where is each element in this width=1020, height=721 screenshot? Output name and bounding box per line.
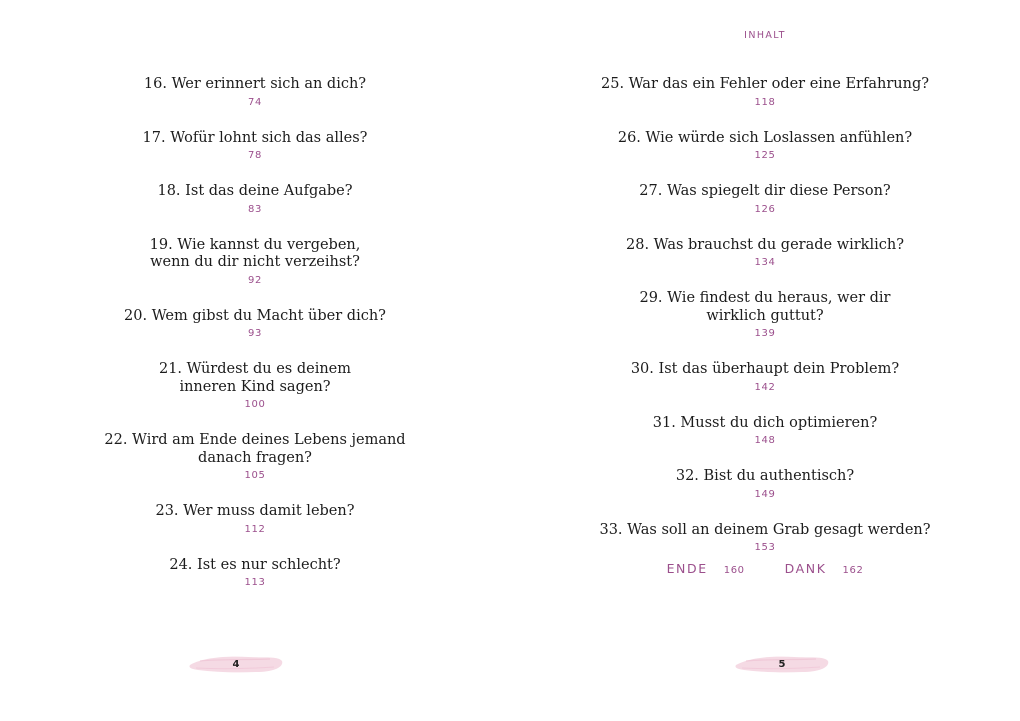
toc-entry[interactable] — [0, 557, 510, 590]
toc-entry-title: 23. Wer muss damit leben? — [155, 503, 355, 519]
toc-entry-title: 20. Wem gibst du Macht über dich? — [124, 307, 386, 324]
toc-entry-title: 26. Wie würde sich Loslassen anfühlen? — [617, 129, 913, 146]
toc-entry-dank[interactable] — [785, 561, 864, 576]
toc-list — [0, 76, 510, 610]
toc-entry-ende[interactable] — [667, 561, 745, 576]
toc-entry-page: 139 — [754, 328, 776, 339]
toc-entry-title: 31. Musst du dich optimieren? — [652, 414, 878, 431]
toc-entry-title: 18. Ist das deine Aufgabe? — [157, 183, 353, 199]
toc-entry-title: 22. Wird am Ende deines Lebens jemand danach fragen? — [104, 432, 406, 466]
right-page — [510, 0, 1020, 721]
toc-entry-title: ENDE — [666, 561, 708, 576]
toc-entry-page: 125 — [754, 150, 776, 161]
toc-entry-page: 162 — [842, 565, 864, 576]
page-number — [186, 648, 286, 680]
toc-entry-title: 28. Was brauchst du gerade wirklich? — [626, 236, 904, 253]
toc-entry-page: 142 — [754, 381, 776, 393]
toc-entry-page: 153 — [754, 542, 776, 553]
toc-entry[interactable] — [510, 415, 1020, 448]
toc-entry[interactable] — [0, 361, 510, 411]
toc-entry[interactable] — [0, 76, 510, 109]
toc-entry[interactable] — [510, 76, 1020, 109]
toc-entry[interactable] — [0, 503, 510, 536]
page-number — [732, 648, 832, 680]
toc-entry-page: 74 — [248, 96, 262, 108]
toc-entry[interactable] — [0, 432, 510, 482]
toc-entry[interactable] — [0, 183, 510, 216]
toc-entry[interactable] — [0, 237, 510, 287]
toc-entry-title: 33. Was soll an deinem Grab gesagt werden? — [599, 521, 931, 538]
toc-entry[interactable] — [0, 130, 510, 163]
toc-entry-title: 17. Wofür lohnt sich das alles? — [142, 129, 368, 146]
toc-entry-title: 19. Wie kannst du vergeben, wenn du dir nicht verzeihst? — [149, 236, 361, 270]
toc-entry-page: 105 — [244, 470, 266, 481]
page-number-label: 4 — [232, 658, 240, 670]
toc-entry-title: 16. Wer erinnert sich an dich? — [143, 76, 367, 92]
appendix-entries — [510, 561, 1020, 576]
toc-entry[interactable] — [510, 237, 1020, 270]
toc-entry-page: 134 — [754, 257, 776, 268]
toc-entry-page: 126 — [754, 203, 776, 215]
page-number-label: 5 — [778, 658, 786, 670]
toc-entry-page: 78 — [248, 150, 262, 161]
running-head: INHALT — [744, 30, 786, 41]
toc-entry[interactable] — [510, 468, 1020, 501]
toc-entry-page: 112 — [244, 523, 266, 535]
toc-entry-title: 29. Wie findest du heraus, wer dir wirklich guttut? — [639, 290, 891, 324]
toc-entry-title: 30. Ist das überhaupt dein Problem? — [630, 361, 900, 377]
toc-entry-page: 83 — [248, 203, 262, 215]
toc-entry-page: 148 — [754, 435, 776, 446]
toc-entry[interactable] — [510, 130, 1020, 163]
toc-entry-page: 118 — [754, 96, 776, 108]
toc-entry-title: 27. Was spiegelt dir diese Person? — [639, 183, 891, 199]
toc-entry-page: 113 — [244, 577, 266, 588]
toc-entry[interactable] — [510, 522, 1020, 555]
toc-entry[interactable] — [510, 290, 1020, 340]
toc-entry[interactable] — [0, 308, 510, 341]
toc-entry-page: 149 — [754, 488, 776, 500]
toc-list — [510, 76, 1020, 575]
toc-entry-title: DANK — [784, 561, 827, 576]
toc-entry-page: 93 — [248, 328, 262, 339]
toc-entry-title: 21. Würdest du es deinem inneren Kind sagen? — [158, 361, 352, 395]
toc-entry-page: 100 — [244, 399, 266, 410]
toc-entry-title: 32. Bist du authentisch? — [675, 468, 855, 484]
toc-entry[interactable] — [510, 183, 1020, 216]
toc-entry-page: 92 — [248, 274, 262, 286]
toc-entry-page: 160 — [723, 565, 745, 576]
toc-entry[interactable] — [510, 361, 1020, 394]
toc-entry-title: 24. Ist es nur schlecht? — [169, 556, 341, 573]
toc-entry-title: 25. War das ein Fehler oder eine Erfahrung? — [601, 76, 929, 92]
